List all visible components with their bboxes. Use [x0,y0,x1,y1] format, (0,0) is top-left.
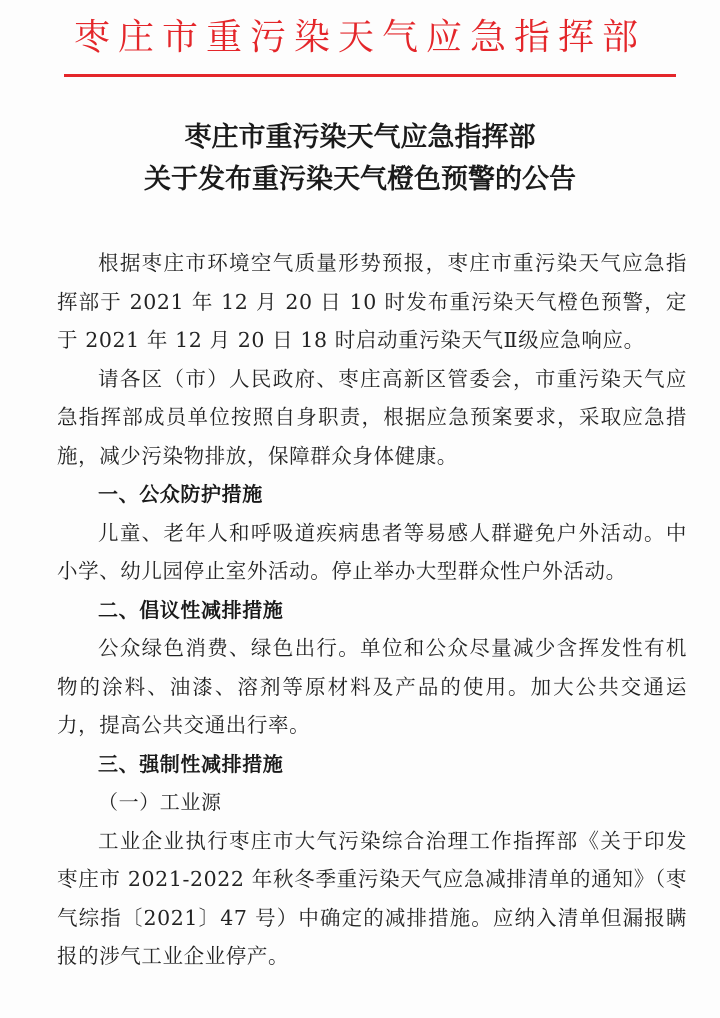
letterhead-red-rule [64,74,676,77]
document-title-line-2: 关于发布重污染天气橙色预警的公告 [144,164,576,195]
section-1-heading: 一、公众防护措施 [98,482,263,506]
request-paragraph: 请各区（市）人民政府、枣庄高新区管委会，市重污染天气应急指挥部成员单位按照自身职责，根据应急预案要求，采取应急措施，减少污染物排放，保障群众身体健康。 [57,366,687,468]
document-body [57,244,687,976]
intro-paragraph: 根据枣庄市环境空气质量形势预报，枣庄市重污染天气应急指挥部于 2021 年 12 月 20 日 10 时发布重污染天气橙色预警，定于 2021 年 12 月 20 日 18 时启动重污染天气Ⅱ级应急响应。 [57,251,687,352]
document-title-line-1: 枣庄市重污染天气应急指挥部 [184,122,536,153]
section-3-heading: 三、强制性减排措施 [98,751,284,776]
section-3-industrial-text: 工业企业执行枣庄市大气污染综合治理工作指挥部《关于印发枣庄市 2021-2022 年秋冬季重污染天气应急减排清单的通知》（枣气综指〔2021〕47 号）中确定的减排措施。应纳入清单但漏报瞒报的涉气工业企业停产。 [57,828,687,968]
section-3-subheading-industrial: （一）工业源 [98,790,222,814]
section-2-text: 公众绿色消费、绿色出行。单位和公众尽量减少含挥发性有机物的涂料、油漆、溶剂等原材料及产品的使用。加大公共交通运力，提高公共交通出行率。 [57,636,687,737]
section-1-text: 儿童、老年人和呼吸道疾病患者等易感人群避免户外活动。中小学、幼儿园停止室外活动。停止举办大型群众性户外活动。 [57,520,687,583]
section-2-heading: 二、倡议性减排措施 [98,597,284,622]
letterhead-org-name: 枣庄市重污染天气应急指挥部 [73,17,646,58]
